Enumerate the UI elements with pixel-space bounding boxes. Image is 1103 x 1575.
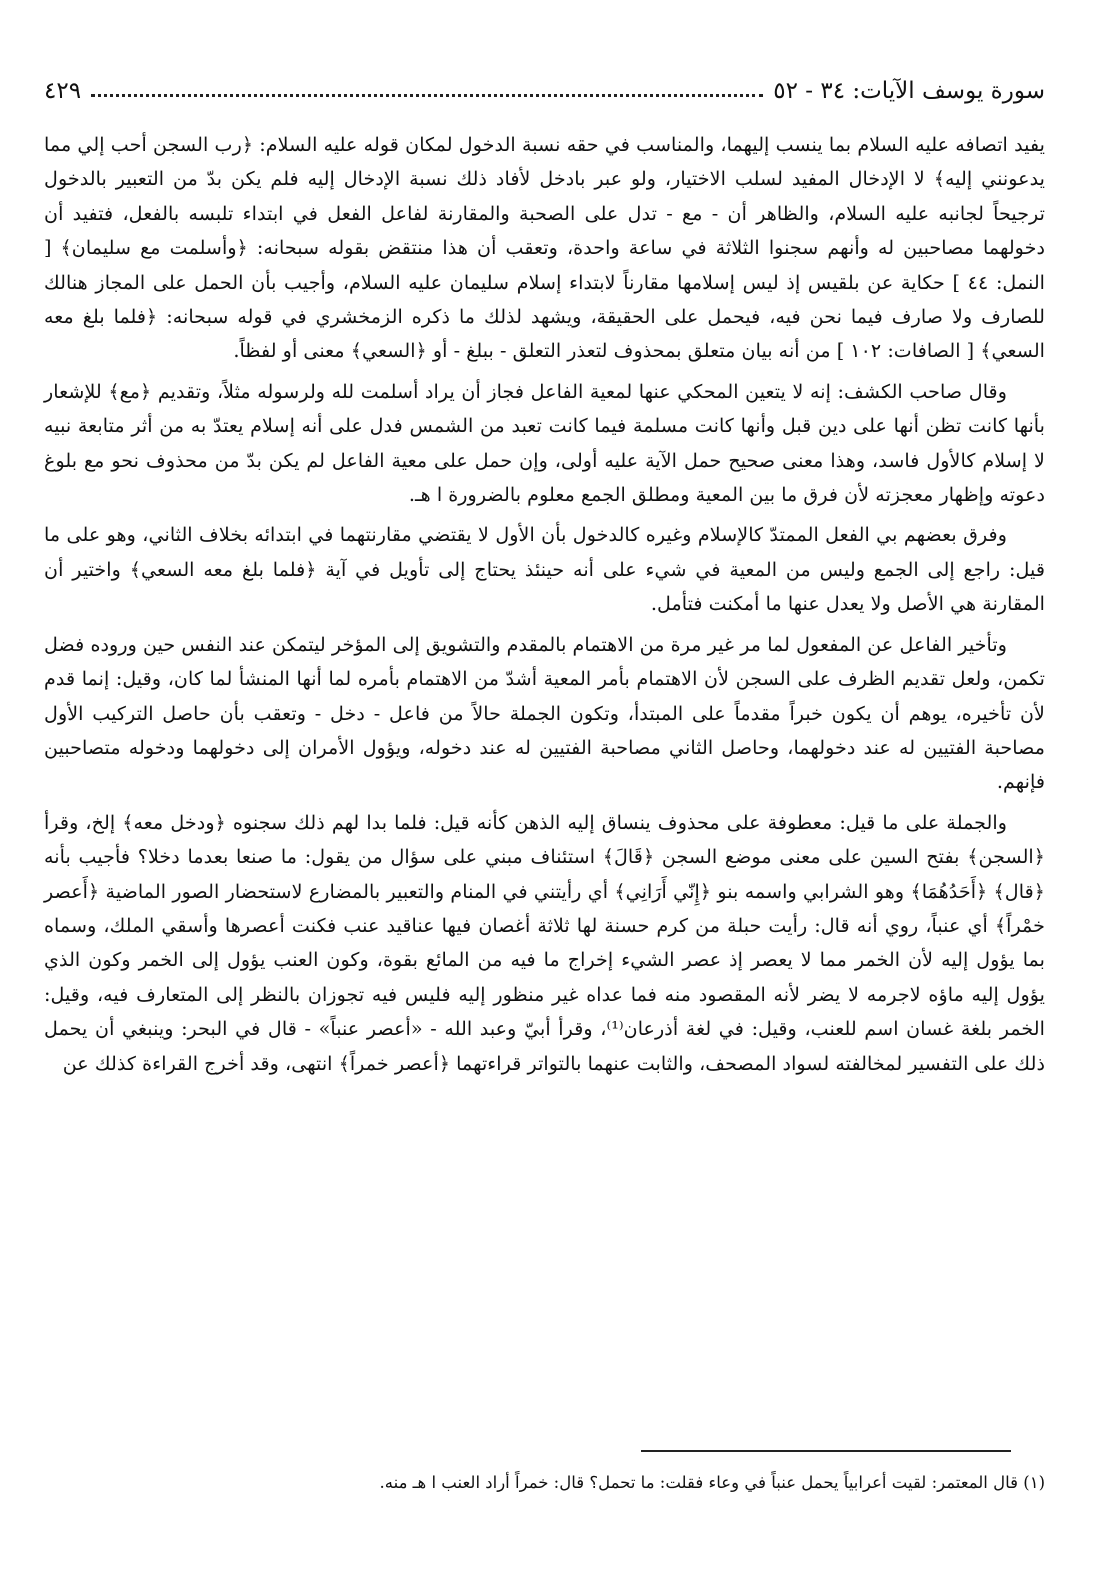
footnote-separator bbox=[641, 1450, 1011, 1452]
running-header bbox=[44, 66, 1045, 116]
paragraph-5: والجملة على ما قيل: معطوفة على محذوف ينساق إليه الذهن كأنه قيل: فلما بدا لهم ذلك سجنوه ﴿ودخل معه﴾ إلخ، وقرأ ﴿السجن﴾ بفتح السين على معنى موضع السجن ﴿قَالَ﴾ استئناف مبني على سؤال من يقول: ما صنعا بعدما دخلا؟ فأجيب بأنه ﴿قال﴾ ﴿أَحَدُهُمَا﴾ وهو الشرابي واسمه بنو ﴿إِنّي أَرَانِي﴾ أي رأيتني في المنام والتعبير بالمضارع لاستحضار الصور الماضية ﴿أَعصر خمْراً﴾ أي عنباً، روي أنه قال: رأيت حبلة من كرم حسنة لها ثلاثة أغصان فيها عناقيد عنب فكنت أعصرها وأسقي الملك، وسماه بما يؤول إليه لأن الخمر مما لا يعصر إذ عصر الشيء إخراج ما فيه من المائع بقوة، وكون العنب يؤول إلى الخمر وكون الذي يؤول إليه ماؤه لاجرمه لا يضر لأنه المقصود منه فما عداه غير منظور إليه فليس فيه تجوزان بالنظر إلى المتعارف فيه، وقيل: الخمر بلغة غسان اسم للعنب، وقيل: في لغة أذرعان⁽¹⁾، وقرأ أبيّ وعبد الله - «أعصر عنباً» - قال في البحر: وينبغي أن يحمل ذلك على التفسير لمخالفته لسواد المصحف، والثابت عنهما بالتواتر قراءتهما ﴿أعصر خمراً﴾ انتهى، وقد أخرج القراءة كذلك عن bbox=[44, 810, 1045, 1075]
paragraph-1: يفيد اتصافه عليه السلام بما ينسب إليهما، والمناسب في حقه نسبة الدخول لمكان قوله عليه السلام: ﴿رب السجن أحب إلي مما يدعونني إليه﴾ لا الإدخال المفيد لسلب الاختيار، ولو عبر بادخل لأفاد ذلك نسبة الإدخال إليه فلم يكن بدّ من التعبير بالدخول ترجيحاً لجانبه عليه السلام، والظاهر أن - مع - تدل على الصحبة والمقارنة لفاعل الفعل في ابتداء تلبسه بالفعل، فتفيد أن دخولهما مصاحبين له وأنهم سجنوا الثلاثة في ساعة واحدة، وتعقب أن هذا منتقض بقوله سبحانه: ﴿وأسلمت مع سليمان﴾ [ النمل: ٤٤ ] حكاية عن بلقيس إذ ليس إسلامها مقارناً لابتداء إسلام سليمان عليه السلام، وأجيب بأن الحمل على المجاز هنالك للصارف ولا صارف فيما نحن فيه، فيحمل على الحقيقة، ويشهد لذلك ما ذكره الزمخشري في قوله سبحانه: ﴿فلما بلغ معه السعي﴾ [ الصافات: ١٠٢ ] من أنه بيان متعلق بمحذوف لتعذر التعلق - ببلغ - أو ﴿السعي﴾ معنى أو لفظاً. bbox=[44, 133, 1046, 363]
footnote: (١) قال المعتمر: لقيت أعرابياً يحمل عنباً في وعاء فقلت: ما تحمل؟ قال: خمراً أراد العنب ا هـ منه. bbox=[379, 1473, 1045, 1492]
header-dot-leader bbox=[91, 94, 763, 97]
header-title: سورة يوسف الآيات: ٣٤ - ٥٢ bbox=[773, 78, 1045, 104]
paragraph-2: وقال صاحب الكشف: إنه لا يتعين المحكي عنها لمعية الفاعل فجاز أن يراد أسلمت لله ولرسوله مثلاً، وتقديم ﴿مع﴾ للإشعار بأنها كانت تظن أنها على دين قبل وأنها كانت مسلمة فيما كانت تعبد من الشمس فدل على أنه إسلام يعتدّ به من أثر متابعة نبيه لا إسلام كالأول فاسد، وهذا معنى صحيح حمل الآية عليه أولى، وإن حمل على معية الفاعل لم يكن بدّ من محذوف نحو مع بلوغ دعوته وإظهار معجزته لأن فرق ما بين المعية ومطلق الجمع معلوم بالضرورة ا هـ. bbox=[44, 379, 1045, 507]
body-text bbox=[44, 128, 1045, 1087]
paragraph-4: وتأخير الفاعل عن المفعول لما مر غير مرة من الاهتمام بالمقدم والتشويق إلى المؤخر ليتمكن عند النفس حين وروده فضل تكمن، ولعل تقديم الظرف على السجن لأن الاهتمام بأمر المعية أشدّ من الاهتمام بأمره لما أنها المنشأ لما كان، وقيل: إنما قدم لأن تأخيره، يوهم أن يكون خبراً مقدماً على المبتدأ، وتكون الجملة حالاً من فاعل - دخل - وتعقب بأن حاصل التركيب الأول مصاحبة الفتيين له عند دخولهما، وحاصل الثاني مصاحبة الفتيين له عند دخوله، ويؤول الأمران إلى دخولهما ودخوله متصاحبين فإنهم. bbox=[44, 632, 1045, 794]
page-number: ٤٢٩ bbox=[44, 78, 82, 104]
paragraph-3: وفرق بعضهم بي الفعل الممتدّ كالإسلام وغيره كالدخول بأن الأول لا يقتضي مقارنتهما في ابتدائه بخلاف الثاني، وهو على ما قيل: راجع إلى الجمع وليس من المعية في شيء على أنه حينئذ يحتاج إلى تأويل في آية ﴿فلما بلغ معه السعي﴾ واختير أن المقارنة هي الأصل ولا يعدل عنها ما أمكنت فتأمل. bbox=[44, 523, 1045, 616]
